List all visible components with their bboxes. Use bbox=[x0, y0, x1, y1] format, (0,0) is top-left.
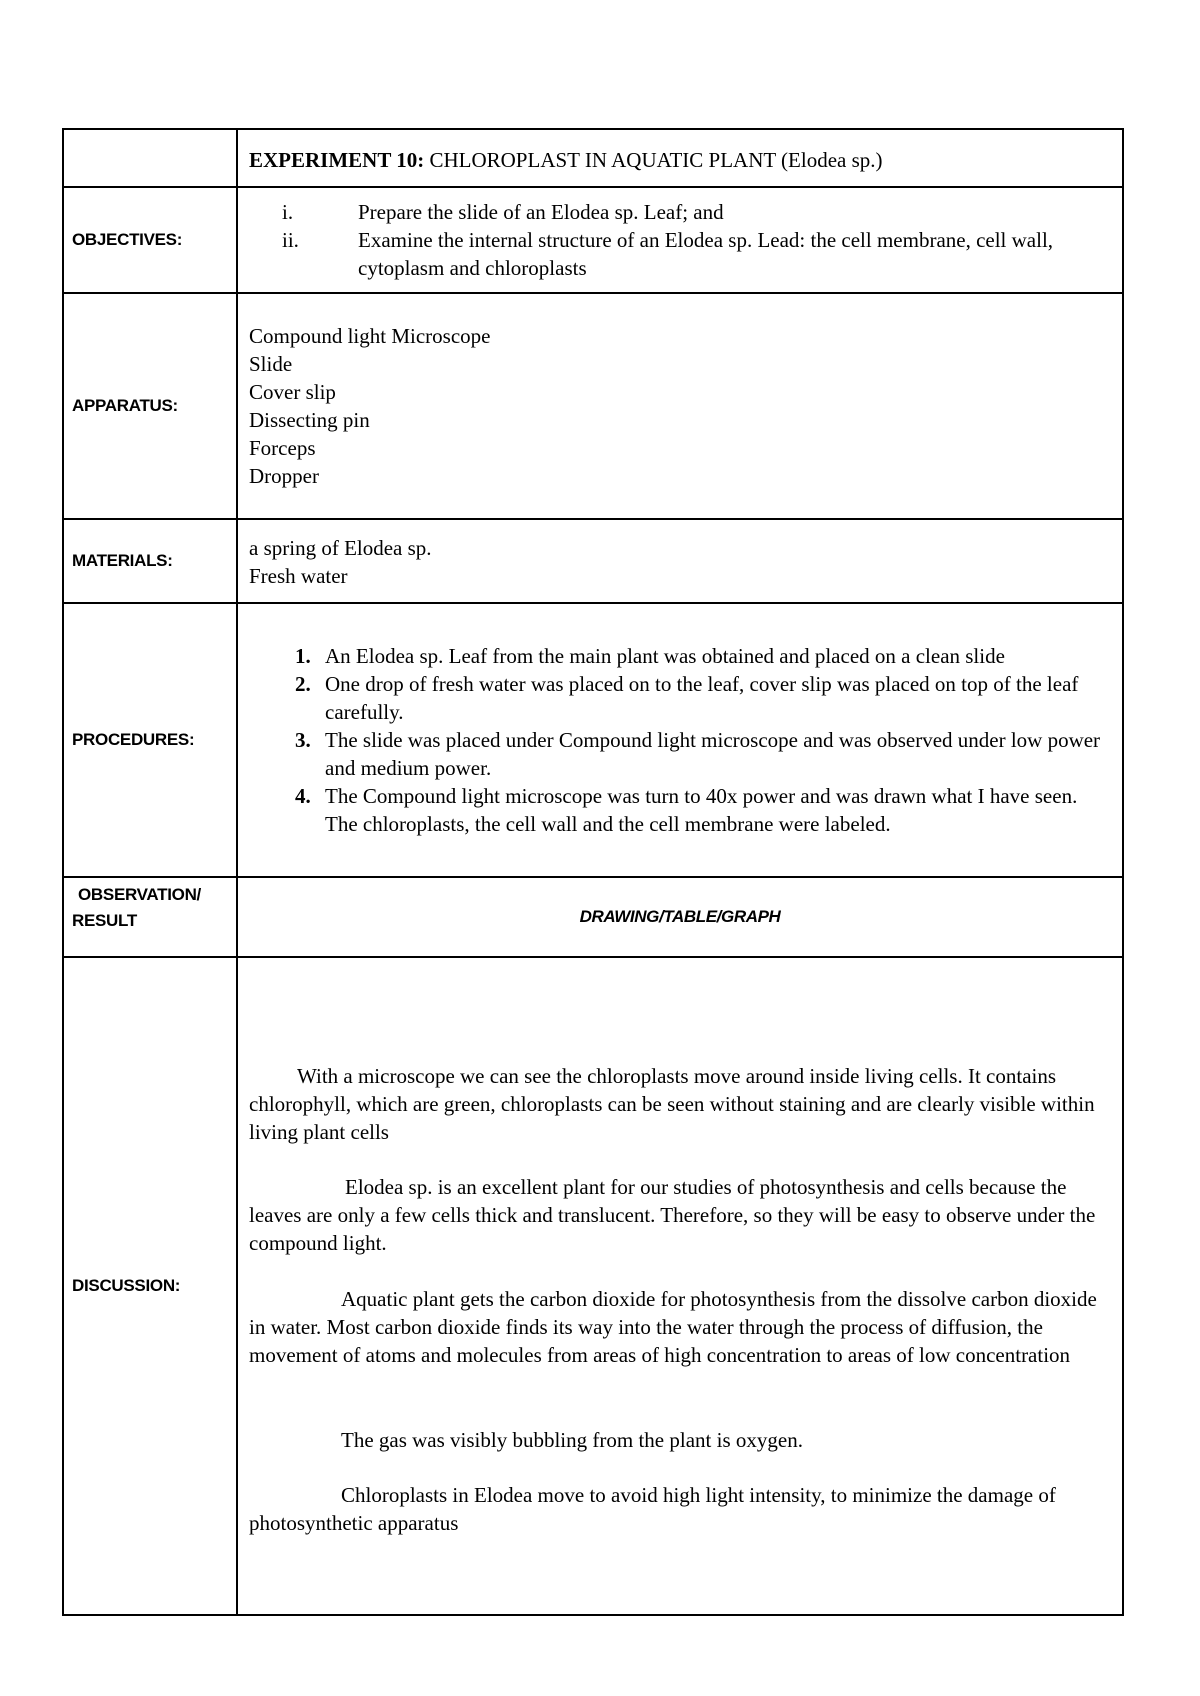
procedures-list bbox=[249, 642, 1112, 838]
discussion-paragraph: Elodea sp. is an excellent plant for our studies of photosynthesis and cells because the leaves are only a few cells thick and translucent. Therefore, so they will be easy to observe under the compound light. bbox=[249, 1175, 1096, 1255]
procedure-step: 1. An Elodea sp. Leaf from the main plant was obtained and placed on a clean slide bbox=[295, 644, 1005, 668]
discussion-row bbox=[64, 958, 1122, 1614]
material-item: Fresh water bbox=[249, 564, 348, 588]
experiment-title bbox=[249, 146, 883, 174]
apparatus-item: Forceps bbox=[249, 436, 316, 460]
objective-item: ii. Examine the internal structure of an Elodea sp. Lead: the cell membrane, cell wall, cytoplasm and chloroplasts bbox=[282, 228, 1054, 280]
procedure-step: 4. The Compound light microscope was turn to 40x power and was drawn what I have seen. The chloroplasts, the cell wall and the cell membrane were labeled. bbox=[295, 784, 1078, 836]
lab-report-table bbox=[62, 128, 1124, 1616]
material-item: a spring of Elodea sp. bbox=[249, 536, 432, 560]
objectives-list bbox=[249, 198, 1112, 282]
observation-content bbox=[238, 878, 1122, 956]
procedure-step: 2. One drop of fresh water was placed on to the leaf, cover slip was placed on top of the leaf carefully. bbox=[295, 672, 1079, 724]
discussion-paragraph: Chloroplasts in Elodea move to avoid high light intensity, to minimize the damage of photosynthetic apparatus bbox=[249, 1483, 1056, 1535]
apparatus-row bbox=[64, 294, 1122, 520]
procedure-step: 3. The slide was placed under Compound light microscope and was observed under low power and medium power. bbox=[295, 728, 1101, 780]
observation-label-line2: RESULT bbox=[72, 911, 137, 930]
procedures-content bbox=[238, 604, 1122, 876]
discussion-content bbox=[238, 958, 1122, 1614]
experiment-name: CHLOROPLAST IN AQUATIC PLANT (Elodea sp.) bbox=[429, 148, 883, 172]
discussion-paragraph: Aquatic plant gets the carbon dioxide for photosynthesis from the dissolve carbon dioxide in water. Most carbon dioxide finds its way into the water through the process of diffusion, the movement of atoms and molecules from areas of high concentration to areas of low concentration bbox=[249, 1287, 1097, 1367]
materials-row bbox=[64, 520, 1122, 604]
objective-item: i. Prepare the slide of an Elodea sp. Leaf; and bbox=[282, 200, 724, 224]
materials-content bbox=[238, 520, 1122, 602]
observation-label-line1: OBSERVATION/ bbox=[78, 885, 201, 904]
materials-label: MATERIALS: bbox=[64, 520, 238, 602]
observation-label bbox=[64, 878, 238, 956]
observation-row bbox=[64, 878, 1122, 958]
apparatus-item: Cover slip bbox=[249, 380, 336, 404]
apparatus-content bbox=[238, 294, 1122, 518]
experiment-number: EXPERIMENT 10: bbox=[249, 148, 425, 172]
objectives-row bbox=[64, 188, 1122, 294]
apparatus-item: Compound light Microscope bbox=[249, 324, 491, 348]
procedures-label: PROCEDURES: bbox=[64, 604, 238, 876]
discussion-paragraph: The gas was visibly bubbling from the plant is oxygen. bbox=[341, 1428, 803, 1452]
discussion-label: DISCUSSION: bbox=[64, 958, 238, 1614]
header-label-cell bbox=[64, 130, 238, 186]
procedures-row bbox=[64, 604, 1122, 878]
apparatus-item: Slide bbox=[249, 352, 293, 376]
objectives-label: OBJECTIVES: bbox=[64, 188, 238, 292]
apparatus-item: Dropper bbox=[249, 464, 319, 488]
header-row bbox=[64, 130, 1122, 188]
apparatus-item: Dissecting pin bbox=[249, 408, 370, 432]
discussion-paragraph: With a microscope we can see the chloroplasts move around inside living cells. It contains chlorophyll, which are green, chloroplasts can be seen without staining and are clearly visible within living plant cells bbox=[249, 1064, 1095, 1144]
objectives-content bbox=[238, 188, 1122, 292]
drawing-placeholder: DRAWING/TABLE/GRAPH bbox=[579, 907, 781, 926]
header-content-cell bbox=[238, 130, 1122, 186]
apparatus-label: APPARATUS: bbox=[64, 294, 238, 518]
